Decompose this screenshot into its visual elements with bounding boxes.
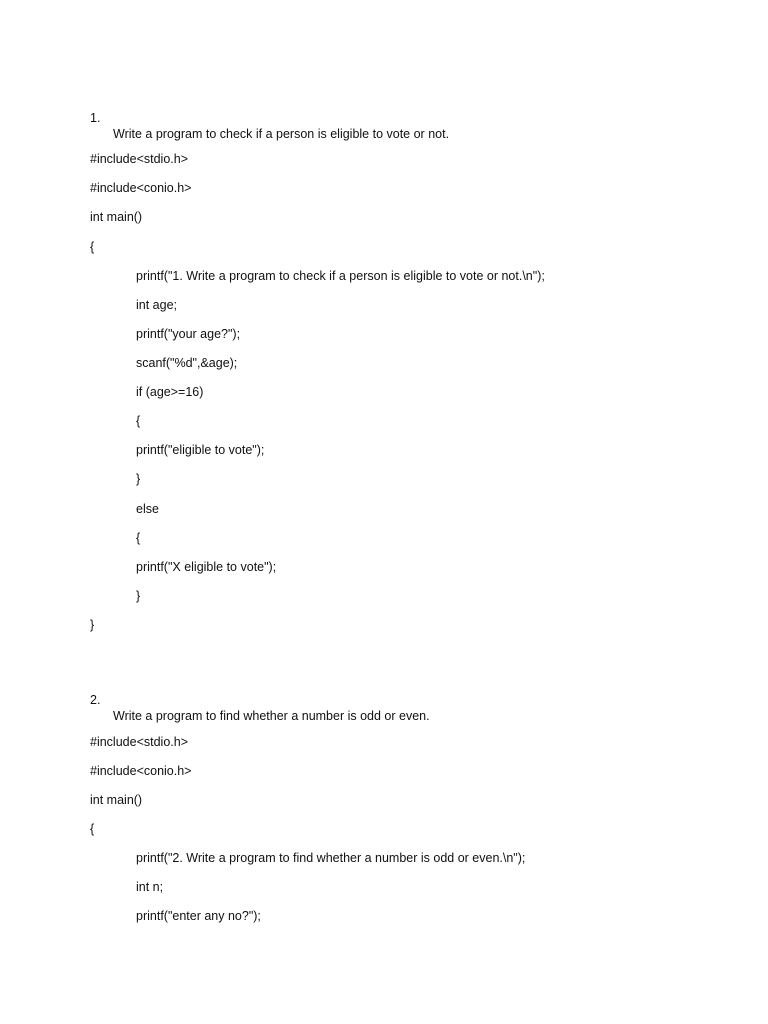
code-line: } — [90, 618, 95, 632]
code-line: int age; — [136, 298, 178, 312]
code-line: printf("eligible to vote"); — [136, 443, 265, 457]
code-line: if (age>=16) — [136, 385, 204, 399]
question-1-text: Write a program to check if a person is eligible to vote or not. — [113, 127, 450, 141]
code-line: int n; — [136, 880, 164, 894]
code-line: printf("1. Write a program to check if a person is eligible to vote or not.\n"); — [136, 269, 545, 283]
question-2-text: Write a program to find whether a number is odd or even. — [113, 709, 430, 723]
question-1-number: 1. — [90, 111, 101, 125]
code-line: #include<conio.h> — [90, 181, 192, 195]
code-line: printf("2. Write a program to find whether a number is odd or even.\n"); — [136, 851, 526, 865]
code-line: } — [136, 589, 141, 603]
code-line: { — [136, 414, 141, 428]
code-line: printf("your age?"); — [136, 327, 241, 341]
code-line: { — [90, 822, 95, 836]
code-line: printf("X eligible to vote"); — [136, 560, 277, 574]
question-2-number: 2. — [90, 693, 101, 707]
code-line: int main() — [90, 210, 143, 224]
question-1-heading — [0, 94, 500, 158]
code-line: else — [136, 502, 159, 516]
code-line: { — [90, 240, 95, 254]
code-line: } — [136, 472, 141, 486]
code-line: #include<stdio.h> — [90, 152, 188, 166]
code-line: int main() — [90, 793, 143, 807]
code-line: { — [136, 531, 141, 545]
code-line: #include<stdio.h> — [90, 735, 188, 749]
code-line: printf("enter any no?"); — [136, 909, 261, 923]
question-2-heading — [0, 676, 500, 740]
code-line: scanf("%d",&age); — [136, 356, 238, 370]
code-line: #include<conio.h> — [90, 764, 192, 778]
